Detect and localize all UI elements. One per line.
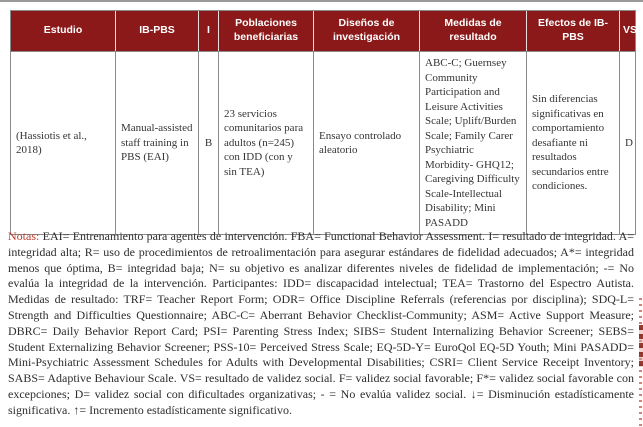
top-rule bbox=[0, 0, 643, 2]
cell-medidas: ABC-C; Guernsey Community Participation and Leisure Activities Scale; Uplift/Burden Scale; Family Carer Psychiatric Morbidity- GHQ12; Caregiving Difficulty Scale-Intellectual Disability; Mini PASADD bbox=[420, 52, 527, 235]
column-header-vs: VS bbox=[620, 11, 636, 52]
cell-diseno: Ensayo controlado aleatorio bbox=[314, 52, 420, 235]
column-header-poblaciones: Poblaciones beneficiarias bbox=[219, 11, 314, 52]
column-header-disenos: Diseños de investigación bbox=[314, 11, 420, 52]
notes-text: EAI= Entrenamiento para agentes de intervención. FBA= Functional Behavior Assessment. I= resultado de integridad. A= integridad alta; R= uso de procedimientos de retroalimentación para asegurar estándares de fidelidad adecuados; A*= integridad menos que óptima, B= integridad baja; N= su objetivo es analizar diferentes niveles de fidelidad de implementación; -= No evalúa la integridad de la intervención. Participantes: IDD= discapacidad intelectual; TEA= Trastorno del Espectro Autista. Medidas de resultado: TRF= Teacher Report Form; ODR= Office Discipline Referrals (referencias por disciplina); SDQ-L= Strength and Difficulties Questionnaire; ABC-C= Aberrant Behavior Checklist-Community; ASM= Active Support Measure; DBRC= Daily Behavior Report Card; PSI= Parenting Stress Index; SIBS= Student Internalizing Behavior Screener; SEBS= Student Externalizing Behavior Screener; PSS-10= Perceived Stress Scale; EQ-5D-Y= EuroQol EQ-5D Youth; Mini PASADD= Mini-Psychiatric Assessment Schedules for Adults with Developmental Disabilities; CSRI= Client Service Receipt Inventory; SABS= Adaptive Behaviour Scale. VS= resultado de validez social. F= validez social favorable; F*= validez social favorable con excepciones; D= validez social con dificultades organizativas; - = No evalúa validez social. ↓= Disminución estadísticamente significativa. ↑= Incremento estadísticamente significativo. bbox=[8, 229, 634, 417]
results-table bbox=[10, 10, 636, 235]
column-header-medidas: Medidas de resultado bbox=[420, 11, 527, 52]
column-header-efectos: Efectos de IB-PBS bbox=[527, 11, 620, 52]
cell-estudio: (Hassiotis et al., 2018) bbox=[11, 52, 116, 235]
cell-integridad: B bbox=[199, 52, 219, 235]
column-header-estudio: Estudio bbox=[11, 11, 116, 52]
cell-vs: D bbox=[620, 52, 636, 235]
table-header-row bbox=[11, 11, 636, 52]
table-notes bbox=[8, 229, 634, 419]
notes-label: Notas: bbox=[8, 229, 40, 243]
column-header-integridad: I bbox=[199, 11, 219, 52]
page-edge-marker-accent bbox=[639, 325, 643, 367]
cell-poblaciones: 23 servicios comunitarios para adultos (n=245) con IDD (con y sin TEA) bbox=[219, 52, 314, 235]
cell-ib-pbs: Manual-assisted staff training in PBS (EAI) bbox=[116, 52, 199, 235]
column-header-ib-pbs: IB-PBS bbox=[116, 11, 199, 52]
cell-efectos: Sin diferencias significativas en comportamiento desafiante ni resultados secundarios entre condiciones. bbox=[527, 52, 620, 235]
table-row bbox=[11, 52, 636, 235]
